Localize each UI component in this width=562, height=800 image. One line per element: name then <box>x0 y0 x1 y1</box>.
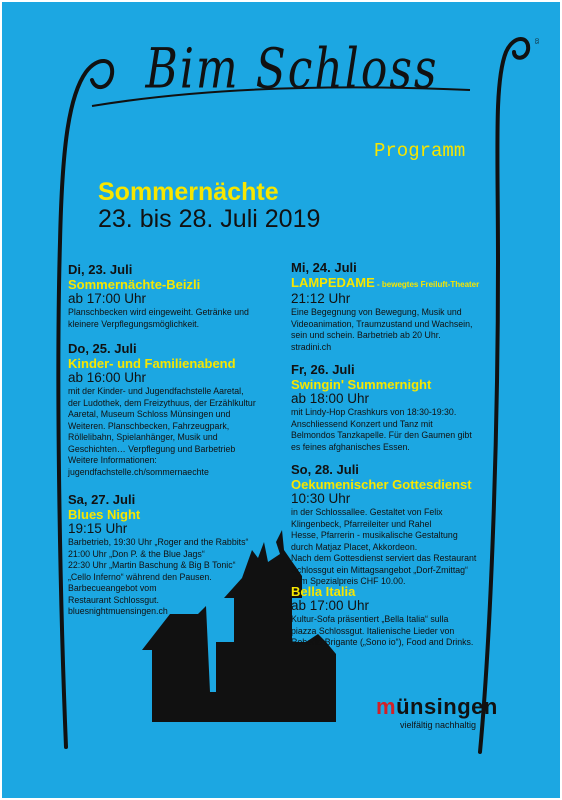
event-date: So, 28. Juli <box>291 462 359 477</box>
season-dates: 23. bis 28. Juli 2019 <box>98 205 321 233</box>
event-name-main: LAMPEDAME <box>291 275 375 290</box>
description-line: der Ludothek, dem Freizythuus, der Erzählkultur <box>68 397 256 408</box>
description-line: Belmondos Tanzkapelle. Für den Gaumen gibt <box>291 430 472 440</box>
description-line: Barbetrieb, 19:30 Uhr „Roger and the Rabbits“ <box>68 537 249 547</box>
event-name: Sommernächte-Beizli <box>68 277 201 292</box>
description-line: zum Spezialpreis CHF 10.00. <box>291 576 406 586</box>
description-line: Nach dem Gottesdienst serviert das Restaurant <box>291 553 477 563</box>
description-line: Röllelibahn, Spielanhänger, Musik und <box>68 432 218 442</box>
event-time: 19:15 Uhr <box>68 521 128 536</box>
event-name: Kinder- und Familienabend <box>68 356 236 371</box>
description-line: Planschbecken wird eingeweiht. Getränke und <box>68 307 249 317</box>
event-time: ab 18:00 Uhr <box>291 391 370 406</box>
event-bella-italia <box>291 584 531 649</box>
event-description <box>68 307 300 330</box>
corner-mark: 03 <box>532 38 539 44</box>
event-date: Do, 25. Juli <box>68 341 137 356</box>
description-line: Anschliessend Konzert und Tanz mit <box>291 418 433 429</box>
event-description <box>291 307 531 353</box>
poster <box>2 2 560 798</box>
muensingen-logo <box>376 694 498 720</box>
logo-accent-letter: m <box>376 694 397 719</box>
event-date: Mi, 24. Juli <box>291 260 357 275</box>
logo-wordmark: ünsingen <box>396 694 498 719</box>
description-line: mit Lindy-Hop Crashkurs von 18:30-19:30. <box>291 407 457 417</box>
description-line: Weiteren. Planschbecken, Fahrzeugpark, <box>68 420 230 431</box>
event-time: 10:30 Uhr <box>291 491 351 506</box>
event-name <box>291 275 531 292</box>
description-line: Barbecueangebot vom <box>68 583 157 593</box>
poster-title: Bim Schloss <box>145 37 439 102</box>
description-line: 21:00 Uhr „Don P. & the Blue Jags“ <box>68 548 205 559</box>
event-time: ab 17:00 Uhr <box>68 291 147 306</box>
logo-tagline: vielfältig nachhaltig <box>400 720 477 730</box>
event-name: Blues Night <box>68 507 141 522</box>
description-line: piazza Schlossgut. Italienische Lieder von <box>291 625 455 636</box>
event-description <box>68 537 300 618</box>
description-line: es feines afghanisches Essen. <box>291 441 410 452</box>
description-line: Weitere Informationen: <box>68 455 157 465</box>
event-date: Fr, 26. Juli <box>291 362 355 377</box>
description-line: 22:30 Uhr „Martin Baschung & Big B Tonic“ <box>68 560 236 570</box>
description-line: Roberto Brigante („Sono io“), Food and Drinks. <box>291 637 474 647</box>
description-line: Restaurant Schlossgut. <box>68 594 159 605</box>
description-line: Hesse, Pfarrerin - musikalische Gestaltung <box>291 530 458 540</box>
description-line: sein und schein. Barbetrieb ab 20 Uhr. <box>291 330 441 340</box>
event-date: Sa, 27. Juli <box>68 492 136 507</box>
event-description <box>291 614 531 649</box>
event-name: Swingin' Summernight <box>291 377 432 392</box>
event-fr-26 <box>291 362 531 453</box>
description-line: Schlossgut ein Mittagsangebot „Dorf-Zmittag“ <box>291 564 468 575</box>
description-line: durch Matjaz Placet, Akkordeon. <box>291 541 418 552</box>
description-line: jugendfachstelle.ch/sommernaechte <box>68 466 209 477</box>
event-description <box>291 507 531 588</box>
event-mi-24 <box>291 260 531 353</box>
event-so-28 <box>291 462 531 588</box>
description-line: in der Schlossallee. Gestaltet von Felix <box>291 507 443 517</box>
event-do-25 <box>68 341 300 478</box>
event-name: Bella Italia <box>291 584 356 599</box>
description-line: „Cello Inferno“ während den Pausen. <box>68 571 212 582</box>
description-line: mit der Kinder- und Jugendfachstelle Aaretal, <box>68 386 244 396</box>
description-line: Aaretal, Museum Schloss Münsingen und <box>68 409 231 419</box>
description-line: Geschichten… Verpflegung und Barbetrieb <box>68 443 236 454</box>
event-description <box>291 407 531 453</box>
event-description <box>68 386 300 478</box>
event-time: 21:12 Uhr <box>291 291 351 306</box>
event-sa-27 <box>68 492 300 618</box>
description-line: Kultur-Sofa präsentiert „Bella Italia“ sulla <box>291 614 449 624</box>
event-name: Oekumenischer Gottesdienst <box>291 477 472 492</box>
season-heading: Sommernächte <box>98 178 279 206</box>
event-date: Di, 23. Juli <box>68 262 133 277</box>
description-line: Eine Begegnung von Bewegung, Musik und <box>291 307 462 317</box>
description-line: stradini.ch <box>291 341 332 352</box>
event-time: ab 16:00 Uhr <box>68 370 147 385</box>
description-line: bluesnightmuensingen.ch <box>68 606 168 616</box>
event-name-suffix: - bewegtes Freiluft-Theater <box>374 280 480 289</box>
description-line: kleinere Verpflegungsmöglichkeit. <box>68 318 200 329</box>
poster-subtitle: Programm <box>374 140 466 162</box>
description-line: Klingenbeck, Pfarreileiter und Rahel <box>291 518 432 529</box>
description-line: Videoanimation, Traumzustand und Wachsein, <box>291 318 473 329</box>
event-time: ab 17:00 Uhr <box>291 598 370 613</box>
event-di-23 <box>68 262 300 330</box>
